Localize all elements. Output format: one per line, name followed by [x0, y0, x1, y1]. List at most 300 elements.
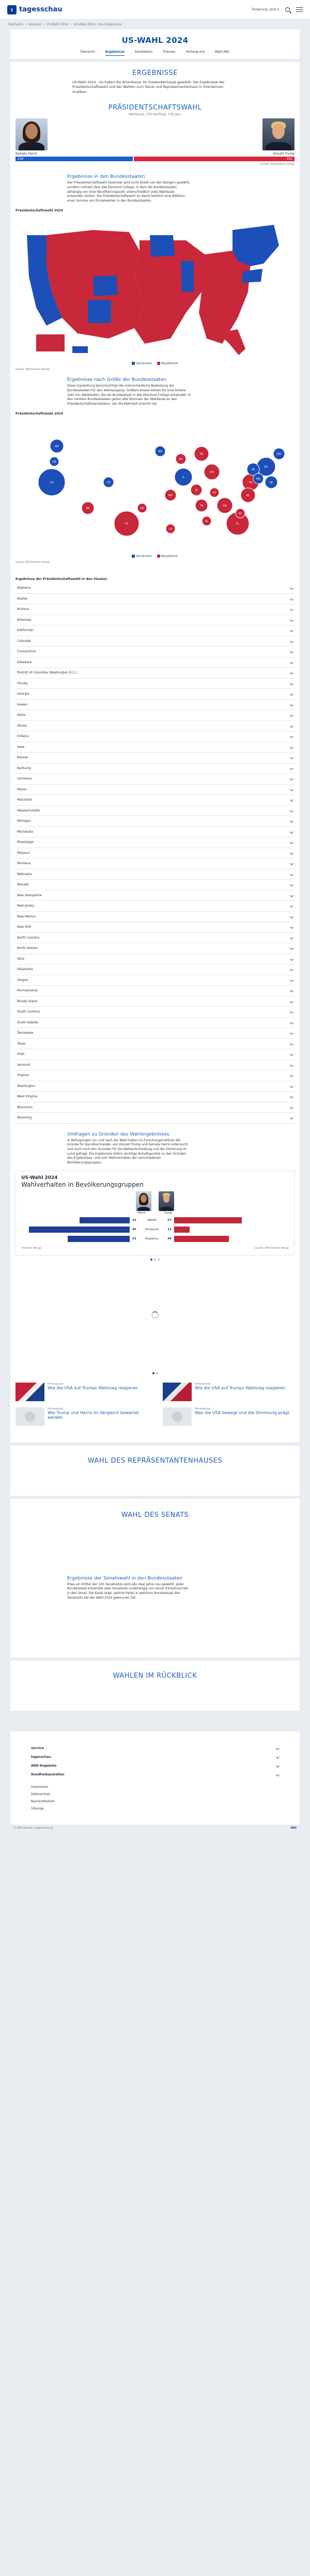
legend-rep: Republikaner [161, 555, 178, 558]
teaser-tag: Hintergrund [195, 1407, 211, 1410]
state-name: Delaware [17, 660, 32, 664]
trump-bar [134, 157, 295, 161]
state-name: Hawaii [17, 702, 28, 707]
chevron-down-icon [290, 734, 293, 738]
state-name: Illinois [17, 724, 27, 728]
state-row[interactable] [16, 1092, 295, 1102]
state-row[interactable] [16, 604, 295, 615]
chevron-down-icon [290, 883, 293, 886]
state-name: Oregon [17, 978, 29, 982]
state-bubble-label: PA [249, 481, 253, 484]
state-name: Idaho [17, 713, 26, 717]
bubble-legend [16, 555, 295, 558]
chevron-down-icon [290, 968, 293, 971]
teaser-title: Wie die USA auf Trumps Wahlsieg reagieren [195, 1385, 286, 1390]
chevron-down-icon [290, 766, 293, 770]
chevron-down-icon [290, 1116, 293, 1120]
logo-text: tagesschau [19, 6, 63, 13]
chevron-down-icon [290, 872, 293, 876]
state-name: Nebraska [17, 872, 32, 876]
state-row[interactable] [16, 742, 295, 753]
chevron-down-icon [290, 597, 293, 601]
state-bubble-label: IN [195, 488, 198, 492]
state-row[interactable] [16, 710, 295, 721]
state-name: Florida [17, 681, 28, 685]
chevron-down-icon [290, 703, 293, 707]
trump-group-value: 57 [167, 1218, 172, 1222]
state-row[interactable] [16, 933, 295, 944]
state-name: Oklahoma [17, 968, 33, 972]
chevron-down-icon [290, 1084, 293, 1088]
state-row[interactable] [16, 1081, 295, 1092]
state-row[interactable] [16, 657, 295, 668]
footer-item-ard[interactable] [31, 1761, 279, 1770]
trump-portrait-small [159, 1191, 174, 1211]
house-title: WAHL DES REPRÄSENTANTENHAUSES [87, 1456, 223, 1465]
state-row[interactable] [16, 795, 295, 806]
map-chart-label: Präsidentschaftswahl 2024 [16, 208, 63, 212]
teaser-tag: Hintergrund [195, 1382, 211, 1386]
survey-card-sub: Wahlverhalten in Bevölkerungsgruppen [21, 1180, 144, 1188]
state-name: Connecticut [17, 650, 36, 654]
chevron-down-icon [290, 618, 293, 622]
chevron-down-icon [290, 851, 293, 855]
chevron-down-icon [290, 925, 293, 929]
map-northeast-blue [233, 225, 279, 266]
state-name: West Virginia [17, 1095, 38, 1099]
state-bubble-label: MA [277, 452, 281, 456]
state-bubble-label: TX [125, 522, 129, 526]
review-section [10, 1661, 300, 1711]
state-name: Vermont [17, 1063, 30, 1067]
chevron-down-icon [290, 1000, 293, 1003]
chevron-down-icon [290, 756, 293, 759]
state-name: North Carolina [17, 936, 40, 940]
state-row[interactable] [16, 625, 295, 636]
teaser-tag: Hintergrund [48, 1407, 64, 1410]
chevron-down-icon [290, 745, 293, 749]
chevron-down-icon [290, 661, 293, 664]
ard-logo[interactable]: ARD [290, 1826, 297, 1830]
bubble-chart-label: Präsidentschaftswahl 2024 [16, 411, 63, 416]
state-row[interactable] [16, 1102, 295, 1113]
harris-bar [16, 157, 133, 161]
state-accordion [16, 583, 295, 1124]
teaser-tag: Hintergrund [48, 1382, 64, 1386]
state-row[interactable] [16, 880, 295, 891]
chevron-down-icon [290, 586, 293, 590]
state-name: Arkansas [17, 618, 32, 622]
breadcrumb-ausland[interactable]: Ausland [28, 23, 41, 26]
footer-item-label: ARD-Angebote [31, 1764, 57, 1768]
state-name: Virginia [17, 1074, 29, 1078]
state-bubble-label: AZ [86, 507, 90, 510]
subnav-candidates[interactable]: Kandidaten [135, 50, 153, 54]
state-name: District of Columbia (Washington D.C.) [17, 671, 77, 675]
state-row[interactable] [16, 827, 295, 838]
chevron-down-icon [290, 639, 293, 643]
group-label: Hispanics [145, 1237, 159, 1240]
survey-trump-name: Trump [164, 1211, 173, 1215]
state-name: Colorado [17, 639, 31, 643]
state-name: Texas [17, 1041, 26, 1046]
senate-sub-text: Etwa ein Drittel der 100 Senatssitze wird alle zwei Jahre neu gewählt. Jeder Bundesstaat entsendet zwei Senatoren unabhängig von seiner Einwohnerzahl in den Senat. Die Karte zeigt, welche Partei in welchem Bundesstaat den Senatssitz bei der Wahl 2024 gewonnen hat. [67, 1582, 189, 1600]
breadcrumb-home[interactable]: Startseite [8, 23, 24, 26]
state-row[interactable] [16, 816, 295, 827]
state-name: New Mexico [17, 914, 36, 918]
state-row[interactable] [16, 1049, 295, 1060]
state-row[interactable] [16, 731, 295, 742]
breadcrumb [0, 20, 310, 29]
teaser-item[interactable] [16, 1383, 147, 1401]
state-bubble-label: WA [54, 444, 59, 448]
state-row[interactable] [16, 615, 295, 626]
state-bubble-label: NC [246, 494, 250, 497]
survey-foot-right: Quelle: AP/Infratest dimap [255, 1246, 289, 1250]
state-name: Alabama [17, 586, 31, 590]
trump-label: Donald Trump [273, 152, 295, 156]
state-name: New Jersey [17, 904, 35, 908]
state-name: Kalifornien [17, 628, 34, 633]
harris-group-value: 42 [132, 1218, 136, 1222]
trump-group-value: 46 [167, 1237, 172, 1240]
teaser-item[interactable] [163, 1383, 295, 1401]
legend-rep: Republikaner [161, 362, 178, 365]
chevron-down-icon [290, 957, 293, 961]
state-bubble-label: WI [179, 457, 183, 461]
chevron-down-icon [290, 830, 293, 834]
state-name: Alaska [17, 596, 27, 601]
breadcrumb-separator: › [25, 23, 27, 26]
state-name: Minnesota [17, 830, 33, 834]
chevron-down-icon [290, 904, 293, 908]
loading-spinner-icon [151, 1311, 159, 1318]
state-row[interactable] [16, 943, 295, 954]
live-toggle[interactable]: Tonsprung: Jetzt ▾ [251, 8, 279, 11]
trump-votes: 312 [286, 157, 292, 161]
group-label: Weiße [147, 1218, 157, 1222]
teaser-title: Wie die USA auf Trumps Wahlsieg reagieren [48, 1385, 138, 1390]
carousel-dot-1[interactable] [150, 1259, 152, 1261]
chevron-down-icon [290, 682, 293, 685]
state-row[interactable] [16, 1018, 295, 1029]
group-row [21, 1217, 289, 1224]
teaser-thumbnail [16, 1383, 44, 1401]
chevron-down-icon [276, 1764, 280, 1767]
state-name: Wisconsin [17, 1105, 33, 1109]
state-name: Kentucky [17, 766, 32, 770]
breadcrumb-separator: › [43, 23, 44, 26]
chevron-down-icon [290, 628, 293, 632]
state-row[interactable] [16, 763, 295, 774]
chevron-down-icon [290, 936, 293, 940]
chevron-down-icon [276, 1746, 280, 1750]
state-row[interactable] [16, 1007, 295, 1018]
bubble-block [16, 371, 295, 564]
state-row[interactable] [16, 901, 295, 912]
state-row[interactable] [16, 1060, 295, 1071]
state-name: Arizona [17, 607, 29, 611]
chevron-down-icon [290, 1042, 293, 1046]
state-row[interactable] [16, 689, 295, 700]
carousel-dot-1[interactable] [152, 1372, 154, 1374]
footer-link-impressum[interactable]: Impressum [31, 1785, 49, 1789]
carousel-dot-3[interactable] [158, 1259, 160, 1261]
chevron-down-icon [290, 1021, 293, 1024]
state-name: Ohio [17, 957, 24, 961]
chevron-down-icon [290, 1095, 293, 1098]
state-row[interactable] [16, 700, 295, 711]
state-name: Washington [17, 1084, 36, 1088]
chevron-down-icon [290, 989, 293, 992]
map-source: Quelle: AP/Infratest dimap [16, 368, 50, 372]
chevron-down-icon [290, 840, 293, 844]
state-name: Michigan [17, 819, 31, 823]
chevron-down-icon [276, 1755, 280, 1758]
footer-link-barrierefreiheit[interactable]: Barrierefreiheit [31, 1799, 55, 1803]
state-bubble-label: MI [200, 452, 203, 456]
electoral-vote-bar [16, 157, 295, 161]
menu-icon[interactable] [296, 7, 303, 12]
state-bubble-label: IL [182, 476, 185, 479]
trump-group-bar [174, 1236, 229, 1242]
state-row[interactable] [16, 996, 295, 1007]
president-title: PRÄSIDENTSCHAFTSWAHL [108, 104, 202, 112]
chevron-down-icon [290, 915, 293, 918]
footer-item-label: Rundfunkanstalten [31, 1772, 65, 1776]
carousel-dot-2[interactable] [154, 1259, 156, 1261]
state-name: Kansas [17, 756, 28, 760]
state-name: Rhode Island [17, 999, 37, 1003]
state-name: Missouri [17, 851, 30, 855]
harris-group-value: 52 [132, 1237, 136, 1240]
chevron-down-icon [290, 607, 293, 611]
chevron-down-icon [290, 798, 293, 802]
president-source: Quelle: AP/Infratest dimap [260, 163, 295, 166]
footer-link-sitemap[interactable]: Sitemap [31, 1806, 44, 1811]
state-row[interactable] [16, 668, 295, 679]
trump-group-value: 13 [167, 1228, 172, 1231]
state-name: Utah [17, 1052, 25, 1056]
legend-dem: Demokraten [136, 362, 152, 365]
state-row[interactable] [16, 964, 295, 975]
teaser-thumbnail [16, 1407, 44, 1426]
teaser-item[interactable] [16, 1407, 147, 1426]
trump-group-bar [174, 1226, 190, 1233]
title-panel [10, 29, 300, 59]
state-row[interactable] [16, 774, 295, 785]
footer-item-rundfunk[interactable] [31, 1770, 279, 1779]
results-intro: US-Wahl 2024 - So haben die Amerikaner ihr Staatsoberhaupt gewählt: Die Ergebnisse der Präsidentschaftswahl und der Wahlen zum Senat und Repräsentantenhaus in interaktiven Grafiken. [72, 80, 225, 94]
president-card [16, 101, 295, 168]
harris-group-value: 85 [132, 1228, 136, 1231]
chevron-down-icon [290, 724, 293, 728]
state-row[interactable] [16, 1028, 295, 1039]
state-bubble-label: OR [52, 460, 56, 464]
chevron-down-icon [290, 788, 293, 791]
state-row[interactable] [16, 1113, 295, 1124]
state-bubble-label: MN [158, 450, 163, 453]
state-name: South Dakota [17, 1020, 38, 1024]
subnav-background[interactable]: Hintergrund [185, 50, 205, 54]
bubble-map[interactable] [16, 418, 295, 552]
senate-sub-title: Ergebnisse der Senatswahl in den Bundesstaaten [67, 1575, 183, 1581]
state-row[interactable] [16, 1039, 295, 1050]
state-row[interactable] [16, 679, 295, 689]
state-row[interactable] [16, 753, 295, 763]
senate-title: WAHL DES SENATS [121, 1511, 189, 1519]
states-table [16, 564, 295, 1124]
map-block-text: Der Präsidentschaftswahl-Gewinner wird nicht direkt von den Bürgern gewählt, sondern indirekt über das Electoral College, in dem die Bundesstaaten abhängig von ihrer Bevölkerungszahl unterschiedlich viele Wahlleute entsenden dürfen. Die Präsidentschaftswahl ist damit letztlich eine Addition einer Summe von Einzelwahlen in den Bundesstaaten. [67, 181, 190, 203]
subnav-topics[interactable]: Themen [163, 50, 176, 54]
legend-dem: Demokraten [136, 555, 152, 558]
state-row[interactable] [16, 1070, 295, 1081]
subnav-overview[interactable]: Übersicht [80, 50, 95, 54]
teaser-title: Wie Trump und Harris im Vergleich bewertet werden [48, 1410, 139, 1420]
state-row[interactable] [16, 912, 295, 923]
bubble-block-text: Diese Darstellung berücksichtigt die unterschiedliche Bedeutung der Bundesstaaten für den Wahlausgang: Größere Kreise stehen für eine höhere Zahl von Wahlleuten, die ein Bundesstaat in das Electoral College entsendet. In den meisten Bundesstaaten gehen alle Stimmen der Wahlleute an den Präsidentschaftskandidaten, der die Mehrheit erreicht hat. [67, 384, 191, 406]
state-row[interactable] [16, 858, 295, 869]
state-bubble-label: NJ [270, 481, 273, 484]
teaser-grid [16, 1379, 295, 1435]
state-name: South Carolina [17, 1010, 40, 1014]
carousel-dots-2 [10, 1372, 300, 1374]
harris-portrait [16, 118, 48, 150]
harris-group-bar [29, 1226, 130, 1233]
state-bubble-label: GA [223, 504, 227, 508]
state-name: Tennessee [17, 1031, 34, 1035]
map-hawaii-blue [72, 346, 88, 353]
survey-foot-left: Infratest dimap [21, 1246, 41, 1250]
chevron-down-icon [290, 1106, 293, 1109]
state-name: Iowa [17, 745, 25, 749]
state-name: Louisiana [17, 777, 32, 781]
chevron-down-icon [290, 862, 293, 865]
footer-item-service[interactable] [31, 1744, 279, 1753]
senate-section [10, 1499, 300, 1658]
map-block-title: Ergebnisse in den Bundesstaaten [67, 174, 145, 180]
state-name: Montana [17, 862, 31, 866]
states-table-title: Ergebnisse der Präsidentschaftswahl in den Staaten [16, 577, 107, 581]
state-row[interactable] [16, 721, 295, 732]
state-name: Indiana [17, 734, 29, 739]
state-row[interactable] [16, 869, 295, 880]
state-row[interactable] [16, 583, 295, 594]
chevron-down-icon [290, 692, 293, 696]
survey-harris-name: Harris [137, 1211, 146, 1215]
map-alaska-red [36, 334, 65, 351]
footer-item-tagesschau[interactable] [31, 1753, 279, 1761]
harris-votes: 226 [18, 157, 24, 161]
chevron-down-icon [290, 819, 293, 823]
state-bubble-label: FL [236, 522, 239, 526]
state-row[interactable] [16, 848, 295, 859]
carousel-dot-2[interactable] [156, 1372, 158, 1374]
site-logo[interactable] [7, 5, 63, 14]
state-bubble-label: AL [205, 519, 209, 523]
chevron-down-icon [290, 777, 293, 780]
chevron-down-icon [276, 1772, 280, 1776]
state-row[interactable] [16, 647, 295, 657]
map-newmexico-blue [88, 300, 111, 323]
group-bars [21, 1217, 289, 1243]
state-row[interactable] [16, 954, 295, 965]
chevron-down-icon [290, 1063, 293, 1067]
subnav-abc[interactable]: Wahl-ABC [214, 50, 230, 54]
state-bubble-label: OK [140, 507, 144, 510]
state-bubble-label: OH [210, 470, 214, 474]
state-row[interactable] [16, 594, 295, 605]
state-row[interactable] [16, 785, 295, 795]
state-name: North Dakota [17, 946, 38, 950]
chevron-down-icon [290, 894, 293, 897]
survey-card [16, 1171, 295, 1255]
subnav-results[interactable]: Ergebnisse [105, 50, 125, 56]
state-name: Mississippi [17, 840, 34, 845]
teaser-title: Was die USA bewegt und die Stimmung prägt [195, 1410, 289, 1415]
chevron-down-icon [290, 671, 293, 674]
bottom-strip [10, 1827, 300, 1830]
state-name: Massachusetts [17, 808, 40, 812]
map-east-red [194, 251, 251, 344]
state-row[interactable] [16, 986, 295, 996]
trump-portrait [262, 118, 295, 150]
state-row[interactable] [16, 837, 295, 848]
survey-title: Umfragen zu Gründen des Wahlergebnisses [67, 1131, 169, 1137]
state-row[interactable] [16, 891, 295, 901]
state-name: Georgia [17, 692, 29, 696]
teaser-thumbnail [163, 1383, 192, 1401]
state-bubble-label: VA [251, 468, 255, 471]
group-row [21, 1226, 289, 1233]
map-colorado-blue [93, 275, 118, 296]
harris-portrait-small [136, 1191, 151, 1211]
search-icon[interactable] [285, 7, 290, 12]
chevron-down-icon [290, 1010, 293, 1014]
map-legend [16, 362, 295, 365]
president-subtitle: Wahlleute, 270 benötigt, 538 ges. [129, 113, 181, 117]
us-results-map[interactable] [16, 214, 295, 359]
page-title: US-WAHL 2024 [121, 36, 189, 45]
state-name: Pennsylvania [17, 989, 38, 993]
harris-group-bar [68, 1236, 130, 1242]
group-row [21, 1235, 289, 1243]
state-name: Wyoming [17, 1116, 32, 1120]
survey-text: In Befragungen vor und nach der Wahl haben Co-Forschungsinstitute die Gründe für das Abschneiden von Donald Trump und Kamala Harris untersucht und auch nach den Gründen für die Wahlentscheidung und der Stimmung im Land gefragt. Die Ergebnisse liefern wichtige Anhaltspunkte zu den Gründen des Ergebnisses, und zum Wahlverhalten der verschiedenen Bevölkerungsgruppen. [67, 1138, 188, 1165]
state-row[interactable] [16, 806, 295, 817]
survey-card-head: US-Wahl 2024 [21, 1175, 58, 1180]
breadcrumb-separator: › [70, 23, 72, 26]
trump-group-bar [174, 1217, 242, 1223]
map-block [16, 168, 295, 371]
state-row[interactable] [16, 975, 295, 986]
state-bubble-label: CO [106, 481, 111, 484]
chevron-down-icon [290, 978, 293, 982]
state-bubble-label: MO [168, 494, 173, 497]
footer-link-datenschutz[interactable]: Datenschutz [31, 1792, 51, 1796]
chevron-down-icon [290, 1031, 293, 1035]
teaser-item[interactable] [163, 1407, 295, 1426]
harris-label: Kamala Harris [16, 152, 38, 156]
logo-mark: t [7, 5, 17, 14]
state-row[interactable] [16, 636, 295, 647]
state-row[interactable] [16, 922, 295, 933]
state-bubble-label: TN [199, 504, 204, 508]
results-panel [10, 62, 300, 1443]
breadcrumb-uswahl[interactable]: US-Wahl 2024 [47, 23, 68, 26]
teaser-thumbnail [163, 1407, 192, 1426]
state-bubble-label: CA [50, 481, 54, 484]
